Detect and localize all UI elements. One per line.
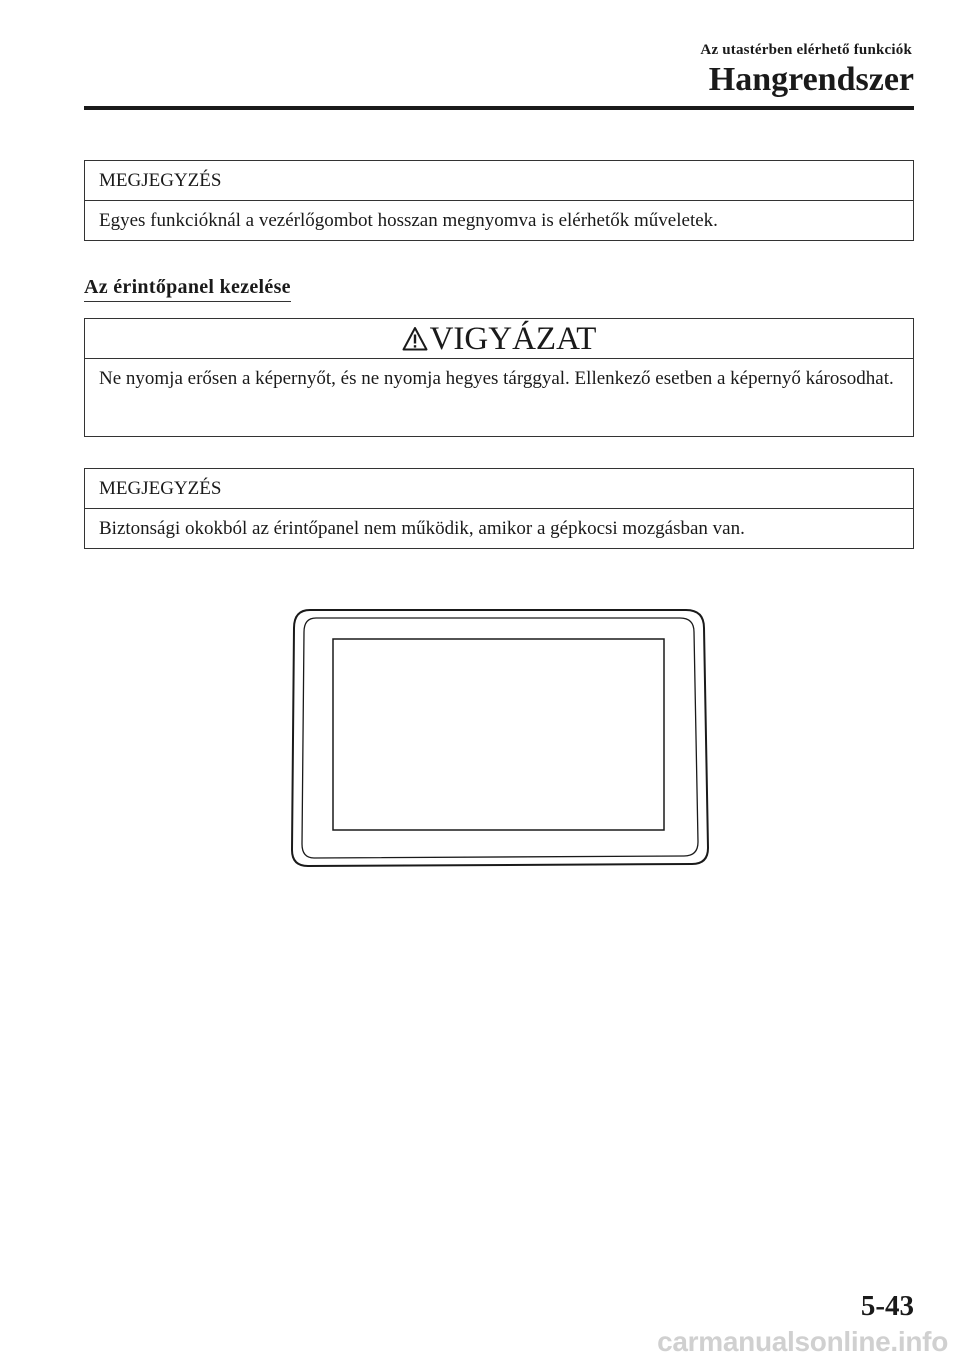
watermark: carmanualsonline.info xyxy=(657,1326,948,1357)
note-text: Biztonsági okokból az érintőpanel nem működik, amikor a gépkocsi mozgásban van. xyxy=(99,518,745,539)
chapter-title: Hangrendszer xyxy=(708,61,914,98)
note-heading: MEGJEGYZÉS xyxy=(85,161,913,201)
warning-triangle-icon xyxy=(402,322,428,362)
note-text: Egyes funkcióknál a vezérlőgombot hosszan megnyomva is elérhetők műveletek. xyxy=(99,210,718,231)
caution-heading: VIGYÁZAT xyxy=(429,321,597,357)
note-box-2 xyxy=(84,468,914,549)
page-number: 5-43 xyxy=(860,1290,914,1322)
note-box-1 xyxy=(84,160,914,241)
touchscreen-display-illustration xyxy=(288,606,712,875)
caution-box xyxy=(84,318,914,437)
section-heading: Az érintőpanel kezelése xyxy=(84,274,291,302)
caution-heading-row xyxy=(85,319,913,359)
chapter-subtitle: Az utastérben elérhető funkciók xyxy=(700,42,912,58)
header-rule xyxy=(84,106,914,110)
caution-text: Ne nyomja erősen a képernyőt, és ne nyomja hegyes tárggyal. Ellenkező esetben a képernyő károsodhat. xyxy=(99,368,894,389)
note-heading: MEGJEGYZÉS xyxy=(85,469,913,509)
